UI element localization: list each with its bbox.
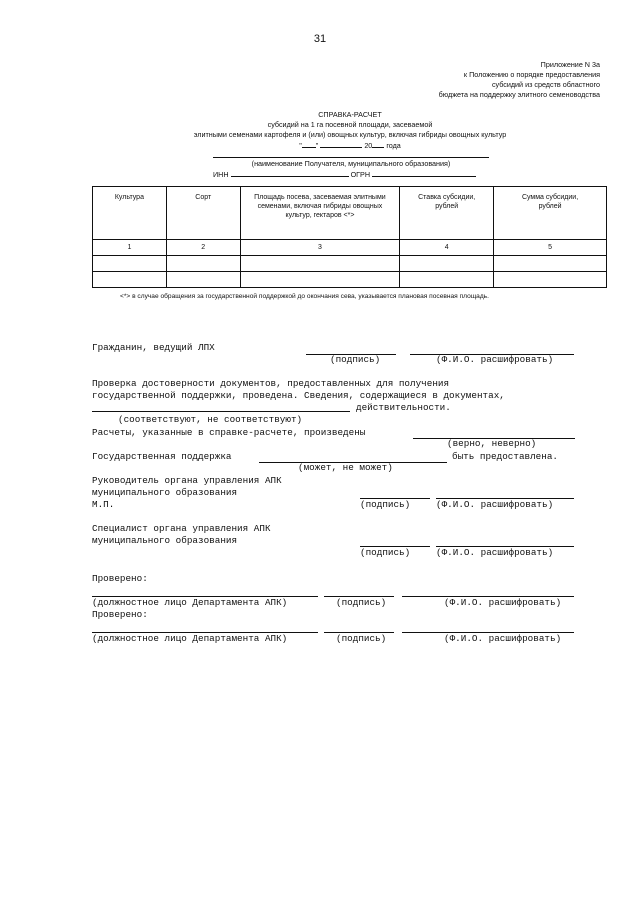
table-cell[interactable] bbox=[93, 272, 167, 288]
table-row bbox=[93, 256, 607, 272]
citizen-sign-caption: (подпись) bbox=[330, 354, 381, 365]
verified-1-sign-caption: (подпись) bbox=[336, 597, 387, 608]
appendix-line-1: Приложение N 3а bbox=[540, 60, 600, 69]
table-cell[interactable] bbox=[166, 272, 240, 288]
table-cell[interactable] bbox=[166, 256, 240, 272]
verified-1-official-caption: (должностное лицо Департамента АПК) bbox=[92, 597, 288, 608]
verified-1-name-caption: (Ф.И.О. расшифровать) bbox=[444, 597, 562, 608]
col-number: 1 bbox=[93, 240, 167, 256]
support-caption: (может, не может) bbox=[298, 462, 393, 473]
table-cell[interactable] bbox=[494, 272, 607, 288]
check-caption: (соответствуют, не соответствуют) bbox=[118, 414, 303, 425]
inn-ogrn-row bbox=[213, 169, 476, 179]
footnote: <*> в случае обращения за государственной поддержкой до окончания сева, указывается плановая посевная площадь. bbox=[120, 293, 489, 300]
title-line-1: СПРАВКА-РАСЧЕТ bbox=[318, 110, 382, 119]
check-line-2: государственной поддержки, проведена. Сведения, содержащиеся в документах, bbox=[92, 390, 505, 401]
specialist-sign-caption: (подпись) bbox=[360, 547, 411, 558]
inn-label: ИНН bbox=[213, 170, 229, 179]
support-tail: быть предоставлена. bbox=[452, 451, 559, 462]
verified-2-label: Проверено: bbox=[92, 609, 148, 620]
verified-2-official-caption: (должностное лицо Департамента АПК) bbox=[92, 633, 288, 644]
col-number: 3 bbox=[240, 240, 400, 256]
title-line-2: субсидий на 1 га посевной площади, засеваемой bbox=[267, 120, 433, 129]
table-cell[interactable] bbox=[93, 256, 167, 272]
date-line bbox=[140, 140, 560, 151]
header-sum: Сумма субсидии, рублей bbox=[494, 187, 607, 240]
check-line-3-tail: действительности. bbox=[356, 402, 451, 413]
inn-field[interactable] bbox=[231, 169, 349, 177]
head-sign-caption: (подпись) bbox=[360, 499, 411, 510]
recipient-name-field[interactable] bbox=[213, 157, 489, 158]
day-field[interactable] bbox=[302, 140, 316, 148]
specialist-line-1: Специалист органа управления АПК bbox=[92, 523, 271, 534]
title-line-3: элитными семенами картофеля и (или) овощных культур, включая гибриды овощных культур bbox=[193, 130, 507, 139]
calc-caption: (верно, неверно) bbox=[447, 438, 537, 449]
subsidy-table bbox=[92, 186, 607, 288]
date-year: 20 bbox=[364, 141, 373, 150]
header-culture: Культура bbox=[93, 187, 167, 240]
table-cell[interactable] bbox=[494, 256, 607, 272]
verified-2-sign-caption: (подпись) bbox=[336, 633, 387, 644]
page-number: 31 bbox=[313, 33, 327, 45]
col-number: 5 bbox=[494, 240, 607, 256]
recipient-caption: (наименование Получателя, муниципального образования) bbox=[251, 159, 451, 168]
appendix-line-3: субсидий из средств областного bbox=[491, 80, 600, 89]
ogrn-label: ОГРН bbox=[350, 170, 371, 179]
ogrn-field[interactable] bbox=[372, 169, 476, 177]
appendix-line-4: бюджета на поддержку элитного семеноводства bbox=[438, 90, 600, 99]
specialist-line-2: муниципального образования bbox=[92, 535, 238, 546]
table-cell[interactable] bbox=[240, 272, 400, 288]
appendix-line-2: к Положению о порядке предоставления bbox=[463, 70, 600, 79]
calc-label: Расчеты, указанные в справке-расчете, произведены bbox=[92, 427, 366, 438]
citizen-name-caption: (Ф.И.О. расшифровать) bbox=[436, 354, 554, 365]
date-suffix: года bbox=[386, 141, 401, 150]
head-line-1: Руководитель органа управления АПК bbox=[92, 475, 282, 486]
citizen-label: Гражданин, ведущий ЛПХ bbox=[92, 342, 215, 353]
head-name-caption: (Ф.И.О. расшифровать) bbox=[436, 499, 554, 510]
table-cell[interactable] bbox=[400, 256, 494, 272]
document-title bbox=[140, 110, 560, 151]
stamp-label: М.П. bbox=[92, 499, 115, 510]
month-field[interactable] bbox=[320, 140, 362, 148]
verified-1-label: Проверено: bbox=[92, 573, 148, 584]
check-result-field[interactable] bbox=[92, 411, 350, 412]
support-label: Государственная поддержка bbox=[92, 451, 232, 462]
table-header-row bbox=[93, 187, 607, 240]
year-field[interactable] bbox=[372, 140, 384, 148]
specialist-name-caption: (Ф.И.О. расшифровать) bbox=[436, 547, 554, 558]
table-row bbox=[93, 272, 607, 288]
verified-2-name-caption: (Ф.И.О. расшифровать) bbox=[444, 633, 562, 644]
check-line-1: Проверка достоверности документов, предоставленных для получения bbox=[92, 378, 450, 389]
header-area: Площадь посева, засеваемая элитными семенами, включая гибриды овощных культур, гектаров <*> bbox=[240, 187, 400, 240]
head-line-2: муниципального образования bbox=[92, 487, 238, 498]
date-quote-close: " bbox=[315, 141, 319, 150]
header-rate: Ставка субсидии, рублей bbox=[400, 187, 494, 240]
appendix-header bbox=[439, 60, 600, 100]
table-cell[interactable] bbox=[240, 256, 400, 272]
date-quote-open: " bbox=[299, 141, 302, 150]
table-number-row bbox=[93, 240, 607, 256]
header-variety: Сорт bbox=[166, 187, 240, 240]
col-number: 4 bbox=[400, 240, 494, 256]
col-number: 2 bbox=[166, 240, 240, 256]
table-cell[interactable] bbox=[400, 272, 494, 288]
